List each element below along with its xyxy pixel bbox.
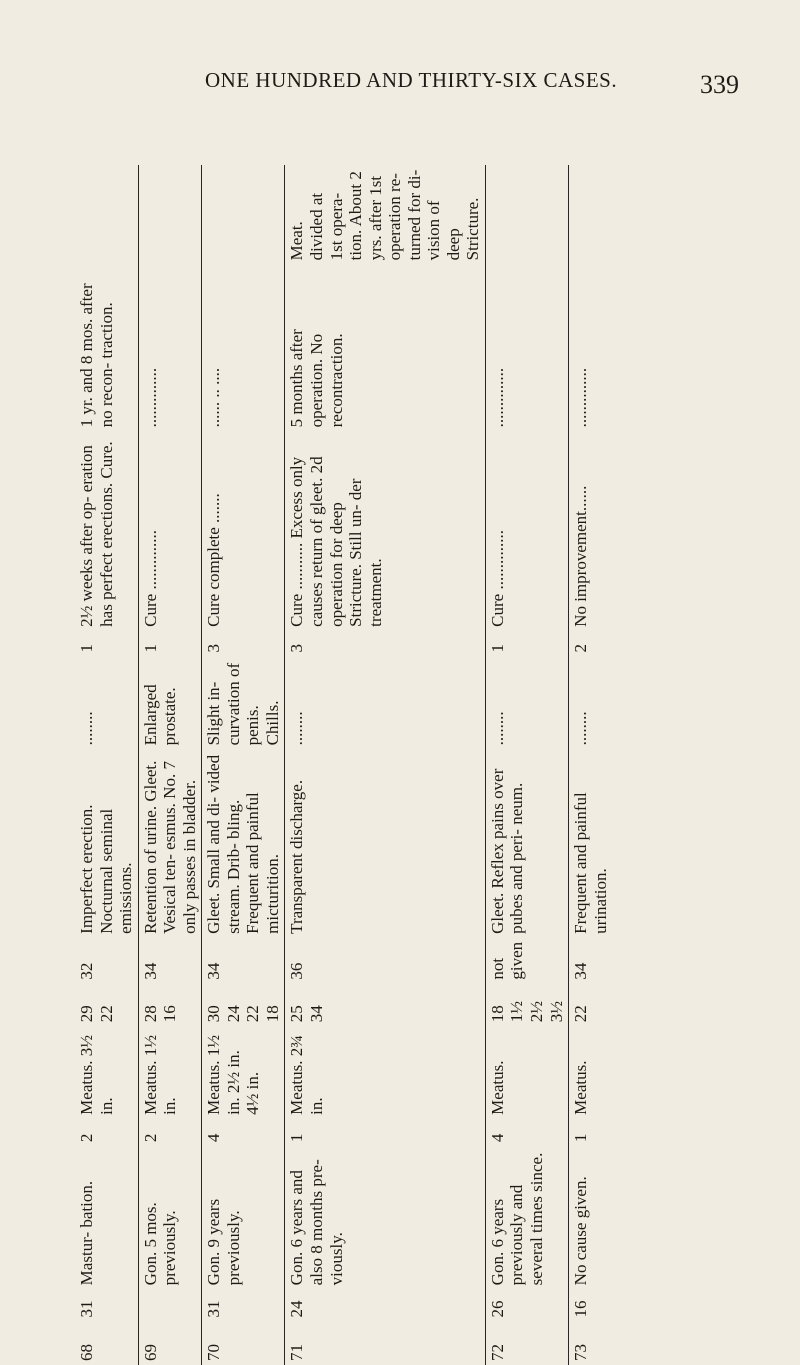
recovery-cell: 1 bbox=[485, 631, 568, 657]
table-row bbox=[485, 165, 568, 1365]
age-cell: 16 bbox=[569, 1289, 613, 1321]
table-row bbox=[285, 165, 485, 1365]
symptoms-cell: Retention of urine. Gleet. Vesical ten- esmus. No. 7 only passes in bladder. bbox=[138, 749, 202, 937]
symptoms-cell: Gleet. Reflex pains over pubes and peri- neum. bbox=[485, 749, 568, 937]
meatus-cell: Meatus. 1½ in. bbox=[138, 1026, 202, 1119]
later-result-cell: 1 yr. and 8 mos. after no recon- traction. bbox=[77, 283, 116, 428]
count-cell: 2 bbox=[77, 1133, 96, 1143]
complication-cell: ........ bbox=[77, 711, 96, 746]
case-number: 68 bbox=[77, 1344, 96, 1361]
count-cell: 1 bbox=[285, 1119, 485, 1146]
meatus-cell: Meatus. bbox=[569, 1026, 613, 1119]
case-number: 72 bbox=[485, 1322, 568, 1365]
cause-cell: Gon. 9 years previously. bbox=[202, 1146, 285, 1289]
cause-cell: Gon. 6 years previously and several times since. bbox=[485, 1146, 568, 1289]
count-cell: 4 bbox=[202, 1119, 285, 1146]
recovery-cell: 3 bbox=[202, 631, 285, 657]
table-row bbox=[202, 165, 285, 1365]
later-result-cell: 5 months after operation. No recontraction. bbox=[285, 264, 485, 431]
complication-cell: ........ bbox=[569, 657, 613, 750]
count-cell: 2 bbox=[138, 1119, 202, 1146]
complication-cell: ........ bbox=[285, 657, 485, 750]
case-number: 73 bbox=[569, 1322, 613, 1365]
symptoms-cell: Gleet. Small and di- vided stream. Drib- bling. Frequent and painful micturition. bbox=[202, 749, 285, 937]
size2-cell: 34 bbox=[569, 938, 613, 984]
complication-cell: Enlarged prostate. bbox=[138, 657, 202, 750]
later-result-cell: .............. bbox=[569, 264, 613, 431]
case-number: 71 bbox=[285, 1322, 485, 1365]
size-cell: 22 bbox=[569, 984, 613, 1027]
cause-cell: Gon. 6 years and also 8 months pre- viously. bbox=[285, 1146, 485, 1289]
complication-cell: ........ bbox=[485, 657, 568, 750]
table-row bbox=[138, 165, 202, 1365]
meatus-cell: Meatus. 1½ in. 2½ in. 4½ in. bbox=[202, 1026, 285, 1119]
later-result-cell: ...... .. .... bbox=[202, 264, 285, 431]
recovery-cell: 3 bbox=[285, 631, 485, 657]
symptoms-cell: Imperfect erection. Nocturnal seminal emissions. bbox=[77, 804, 136, 934]
table-row bbox=[569, 165, 613, 1365]
age-cell: 26 bbox=[485, 1289, 568, 1321]
size2-cell: 34 bbox=[202, 938, 285, 984]
complication-cell bbox=[202, 657, 285, 750]
cause-cell: Mastur- bation. bbox=[77, 1180, 96, 1286]
table-row bbox=[75, 165, 138, 1365]
meatus-cell: Meatus. 3½ in. bbox=[77, 1035, 116, 1115]
count-cell: 1 bbox=[569, 1119, 613, 1146]
result-cell: Cure complete ....... bbox=[202, 431, 285, 630]
note-cell bbox=[202, 165, 285, 264]
note-cell bbox=[138, 165, 202, 264]
case-number: 70 bbox=[202, 1322, 285, 1365]
note-cell bbox=[569, 165, 613, 264]
page-header bbox=[0, 62, 800, 102]
size-cell: 28 16 bbox=[138, 984, 202, 1027]
size-cell: 25 34 bbox=[285, 984, 485, 1027]
age-cell: 24 bbox=[285, 1289, 485, 1321]
note-cell bbox=[485, 165, 568, 264]
later-result-cell: .............. bbox=[485, 264, 568, 431]
later-result-cell: .............. bbox=[138, 264, 202, 431]
running-head: ONE HUNDRED AND THIRTY-SIX CASES. bbox=[205, 68, 618, 92]
result-cell: No improvement...... bbox=[569, 431, 613, 630]
rotated-table bbox=[75, 165, 725, 1365]
result-cell: Cure .............. bbox=[138, 431, 202, 630]
meatus-cell: Meatus. bbox=[485, 1026, 568, 1119]
symptoms-cell: Frequent and painful urination. bbox=[569, 749, 613, 937]
note-cell: Meat. divided at 1st opera- tion. About 2 yrs. after 1st operation re- turned for di- vision of deep Stricture. bbox=[285, 165, 485, 264]
size2-cell: 32 bbox=[77, 962, 96, 980]
note-cell bbox=[75, 165, 138, 264]
result-cell: Cure ........... Excess only causes return of gleet. 2d operation for deep Stricture. Still un- der treatment. bbox=[285, 431, 485, 630]
size2-cell: 36 bbox=[285, 938, 485, 984]
result-cell: Cure .............. bbox=[485, 431, 568, 630]
cause-cell: Gon. 5 mos. previously. bbox=[138, 1146, 202, 1289]
recovery-cell: 1 bbox=[138, 631, 202, 657]
recovery-cell: 1 bbox=[77, 644, 96, 653]
extra-cell: Slight in- curvation of penis. Chills. bbox=[204, 662, 282, 746]
age-cell bbox=[138, 1289, 202, 1321]
cause-cell: No cause given. bbox=[569, 1146, 613, 1289]
symptoms-cell: Transparent discharge. bbox=[285, 749, 485, 937]
size2-cell: not given bbox=[485, 938, 568, 984]
age-cell: 31 bbox=[202, 1289, 285, 1321]
meatus-cell: Meatus. 2¾ in. bbox=[285, 1026, 485, 1119]
case-table bbox=[75, 165, 612, 1365]
size-cell: 18 1½ 2½ 3½ bbox=[485, 984, 568, 1027]
case-number: 69 bbox=[138, 1322, 202, 1365]
recovery-cell: 2 bbox=[569, 631, 613, 657]
size-cell: 30 24 22 18 bbox=[202, 984, 285, 1027]
page-number: 339 bbox=[700, 70, 739, 99]
count-cell: 4 bbox=[485, 1119, 568, 1146]
result-cell: 2½ weeks after op- eration has perfect erections. Cure. bbox=[77, 441, 116, 627]
size-cell: 29 22 bbox=[77, 1005, 116, 1023]
size2-cell: 34 bbox=[138, 938, 202, 984]
age-cell: 31 bbox=[77, 1300, 96, 1318]
